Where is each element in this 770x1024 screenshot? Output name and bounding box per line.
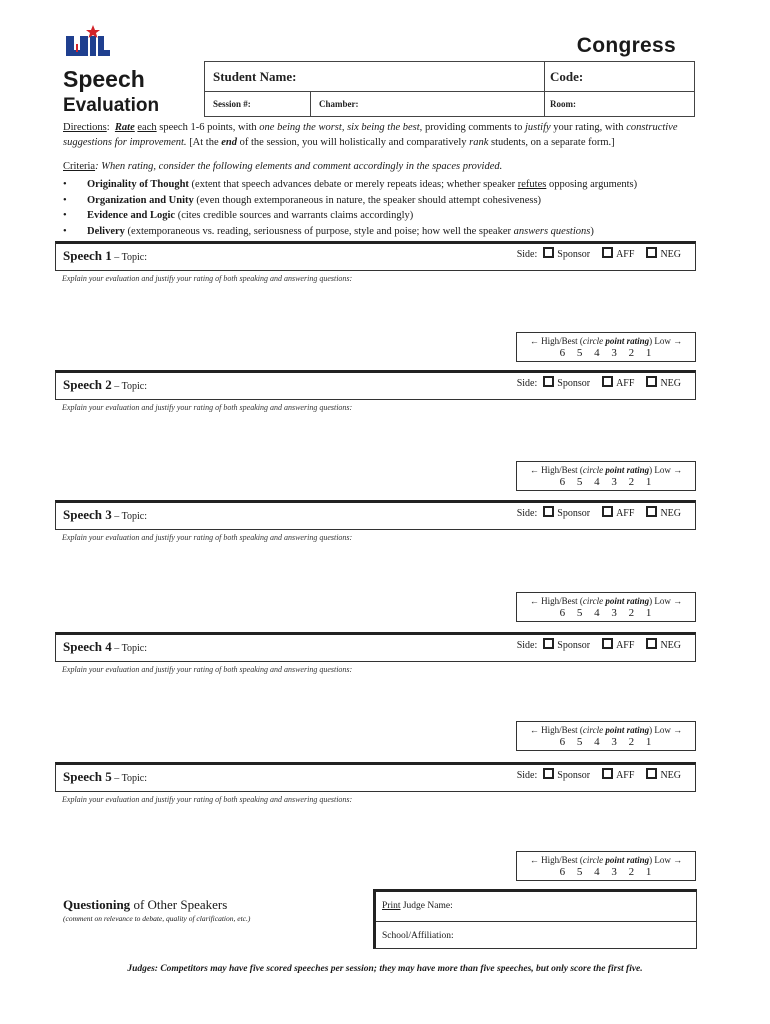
speech-header xyxy=(55,241,696,271)
uil-logo xyxy=(62,24,110,60)
speech-block-3 xyxy=(55,500,696,640)
checkbox-icon[interactable] xyxy=(646,376,657,387)
speech-title: Speech 5 – Topic: xyxy=(63,769,147,784)
judge-name-field[interactable]: Print Judge Name: xyxy=(376,892,696,922)
rating-scale-label: ← High/Best (circle point rating) Low → xyxy=(529,336,683,346)
speech-title: Speech 3 – Topic: xyxy=(63,507,147,522)
speech-block-5 xyxy=(55,762,696,902)
criteria-item: • Organization and Unity (even though extemporaneous in nature, the speaker should attempt cohesiveness) xyxy=(63,193,637,209)
aff-option[interactable]: AFF xyxy=(602,376,634,389)
checkbox-icon[interactable] xyxy=(646,638,657,649)
explain-instructions: Explain your evaluation and justify your rating of both speaking and answering questions: xyxy=(62,795,353,804)
checkbox-icon[interactable] xyxy=(646,768,657,779)
rating-scale-label: ← High/Best (circle point rating) Low → xyxy=(529,596,683,606)
checkbox-icon[interactable] xyxy=(602,638,613,649)
rating-scale-label: ← High/Best (circle point rating) Low → xyxy=(529,725,683,735)
side-label: Side: xyxy=(516,249,538,260)
checkbox-icon[interactable] xyxy=(543,506,554,517)
speech-title: Speech 4 – Topic: xyxy=(63,639,147,654)
directions-paragraph: Directions: Rate each speech 1-6 points, with one being the worst, six being the best, providing comments to justify your rating, with constructive suggestions for improvement. [At the end of the session, you will holistically and comparatively rank students, on a separate form.] xyxy=(63,122,678,148)
point-rating-box[interactable] xyxy=(516,592,696,622)
explain-instructions: Explain your evaluation and justify your rating of both speaking and answering questions: xyxy=(62,665,353,674)
student-name-field[interactable]: Student Name: xyxy=(205,62,545,92)
speech-block-1 xyxy=(55,241,696,381)
sponsor-option[interactable]: Sponsor xyxy=(543,376,590,389)
checkbox-icon[interactable] xyxy=(543,376,554,387)
speech-block-2 xyxy=(55,370,696,510)
code-field[interactable]: Code: xyxy=(545,62,694,92)
point-rating-box[interactable] xyxy=(516,721,696,751)
criteria-list xyxy=(63,177,637,239)
questioning-heading: Questioning of Other Speakers xyxy=(63,897,228,912)
sponsor-option[interactable]: Sponsor xyxy=(543,638,590,651)
sponsor-option[interactable]: Sponsor xyxy=(543,768,590,781)
explain-instructions: Explain your evaluation and justify your rating of both speaking and answering questions: xyxy=(62,533,353,542)
aff-option[interactable]: AFF xyxy=(602,638,634,651)
criteria-intro: : When rating, consider the following elements and comment accordingly in the spaces provided. xyxy=(95,161,503,172)
checkbox-icon[interactable] xyxy=(602,768,613,779)
neg-option[interactable]: NEG xyxy=(646,376,681,389)
neg-option[interactable]: NEG xyxy=(646,638,681,651)
rating-values[interactable]: 6 5 4 3 2 1 xyxy=(559,476,653,488)
point-rating-box[interactable] xyxy=(516,332,696,362)
judge-info-box xyxy=(373,889,697,949)
chamber-field[interactable]: Chamber: xyxy=(311,92,545,116)
side-label: Side: xyxy=(516,508,538,519)
neg-option[interactable]: NEG xyxy=(646,506,681,519)
room-field[interactable]: Room: xyxy=(550,99,576,109)
section-title: Congress xyxy=(576,34,676,57)
sponsor-option[interactable]: Sponsor xyxy=(543,247,590,260)
sponsor-option[interactable]: Sponsor xyxy=(543,506,590,519)
explain-instructions: Explain your evaluation and justify your rating of both speaking and answering questions: xyxy=(62,274,353,283)
point-rating-box[interactable] xyxy=(516,461,696,491)
criteria-item: • Delivery (extemporaneous vs. reading, seriousness of purpose, style and poise; how well the speaker answers questions) xyxy=(63,224,637,240)
side-label: Side: xyxy=(516,378,538,389)
criteria-heading xyxy=(63,161,502,172)
school-affiliation-field[interactable]: School/Affiliation: xyxy=(382,931,454,941)
checkbox-icon[interactable] xyxy=(543,768,554,779)
explain-instructions: Explain your evaluation and justify your rating of both speaking and answering questions: xyxy=(62,403,353,412)
checkbox-icon[interactable] xyxy=(543,638,554,649)
rating-values[interactable]: 6 5 4 3 2 1 xyxy=(559,607,653,619)
aff-option[interactable]: AFF xyxy=(602,768,634,781)
checkbox-icon[interactable] xyxy=(602,247,613,258)
checkbox-icon[interactable] xyxy=(646,506,657,517)
checkbox-icon[interactable] xyxy=(602,506,613,517)
form-title-line1: Speech xyxy=(63,66,145,92)
side-selector xyxy=(517,638,681,651)
speech-header xyxy=(55,632,696,662)
speech-block-4 xyxy=(55,632,696,772)
questioning-subtitle: (comment on relevance to debate, quality of clarification, etc.) xyxy=(63,914,251,923)
side-selector xyxy=(517,247,681,260)
speech-title: Speech 1 – Topic: xyxy=(63,248,147,263)
checkbox-icon[interactable] xyxy=(646,247,657,258)
side-selector xyxy=(517,376,681,389)
session-field[interactable]: Session #: xyxy=(205,92,311,116)
criteria-label: Criteria xyxy=(63,161,96,172)
rating-values[interactable]: 6 5 4 3 2 1 xyxy=(559,866,653,878)
form-title-line2: Evaluation xyxy=(63,95,160,116)
rating-values[interactable]: 6 5 4 3 2 1 xyxy=(559,736,653,748)
speech-header xyxy=(55,500,696,530)
neg-option[interactable]: NEG xyxy=(646,768,681,781)
side-selector xyxy=(517,768,681,781)
speech-title: Speech 2 – Topic: xyxy=(63,377,147,392)
side-label: Side: xyxy=(516,770,538,781)
footer-note: Judges: Competitors may have five scored speeches per session; they may have more than five speeches, but only score the first five. xyxy=(127,964,643,974)
student-info-table xyxy=(204,61,695,117)
rating-values[interactable]: 6 5 4 3 2 1 xyxy=(559,347,653,359)
neg-option[interactable]: NEG xyxy=(646,247,681,260)
aff-option[interactable]: AFF xyxy=(602,506,634,519)
criteria-item: • Originality of Thought (extent that speech advances debate or merely repeats ideas; whether speaker refutes opposing arguments) xyxy=(63,177,637,193)
directions-label: Directions xyxy=(63,122,107,133)
speech-header xyxy=(55,370,696,400)
checkbox-icon[interactable] xyxy=(602,376,613,387)
rating-scale-label: ← High/Best (circle point rating) Low → xyxy=(529,465,683,475)
checkbox-icon[interactable] xyxy=(543,247,554,258)
point-rating-box[interactable] xyxy=(516,851,696,881)
side-selector xyxy=(517,506,681,519)
side-label: Side: xyxy=(516,640,538,651)
speech-header xyxy=(55,762,696,792)
aff-option[interactable]: AFF xyxy=(602,247,634,260)
criteria-item: • Evidence and Logic (cites credible sources and warrants claims accordingly) xyxy=(63,208,637,224)
directions-rate: Rate xyxy=(114,122,135,133)
rating-scale-label: ← High/Best (circle point rating) Low → xyxy=(529,855,683,865)
